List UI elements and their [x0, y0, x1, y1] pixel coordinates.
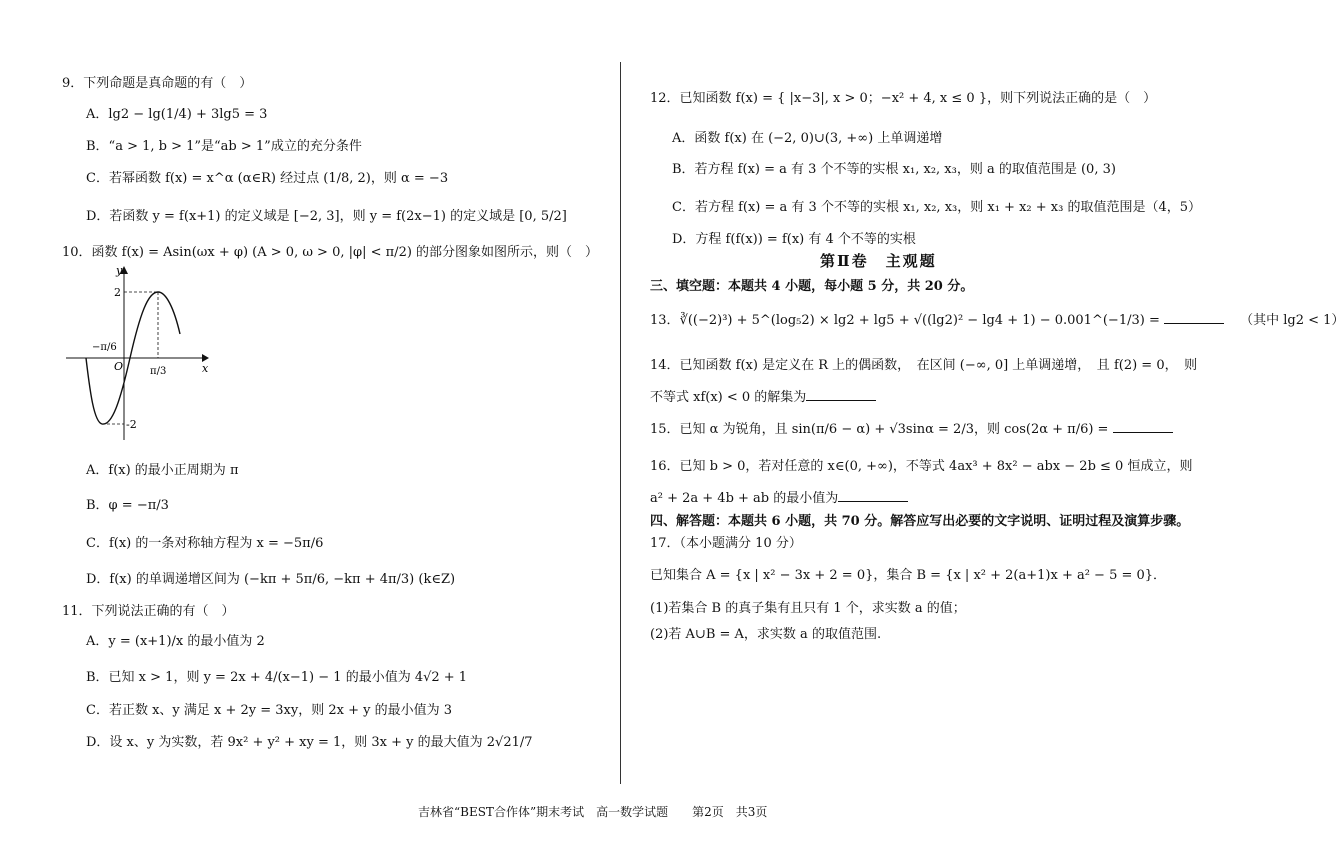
section3-heading: 三、填空题：本题共 4 小题，每小题 5 分，共 20 分。 [650, 279, 974, 294]
q10-option-b: B．φ = −π/3 [86, 498, 169, 513]
q9-option-d: D．若函数 y = f(x+1) 的定义域是 [−2, 3]，则 y = f(2x−1) 的定义域是 [0, 5/2] [86, 209, 567, 224]
q11-stem: 11．下列说法正确的有（ ） [62, 604, 235, 619]
tick-pi-3: π/3 [150, 366, 167, 377]
q10-option-a: A．f(x) 的最小正周期为 π [86, 463, 239, 478]
q9-option-c: C．若幂函数 f(x) = x^α (α∈R) 经过点 (1/8, 2)，则 α = −3 [86, 171, 449, 186]
column-divider [620, 62, 621, 784]
q17-part1: (1)若集合 B 的真子集有且只有 1 个，求实数 a 的值； [650, 601, 966, 616]
q13 [650, 309, 1344, 328]
q12-option-c: C．若方程 f(x) = a 有 3 个不等的实根 x₁, x₂, x₃，则 x₁ + x₂ + x₃ 的取值范围是（4，5） [672, 200, 1201, 215]
q9-option-b: B．“a > 1, b > 1”是“ab > 1”成立的充分条件 [86, 139, 362, 154]
max-label: 2 [114, 286, 121, 299]
q10-option-d: D．f(x) 的单调递增区间为 (−kπ + 5π/6, −kπ + 4π/3) (k∈Z) [86, 572, 456, 587]
q17-title: 17．（本小题满分 10 分） [650, 536, 802, 551]
q11-option-a: A．y = (x+1)/x 的最小值为 2 [86, 634, 265, 649]
q13-note: （其中 lg2 < 1） [1240, 313, 1344, 328]
part2-title: 第Ⅱ卷 主观题 [820, 252, 937, 270]
q12-option-b: B．若方程 f(x) = a 有 3 个不等的实根 x₁, x₂, x₃，则 a 的取值范围是 (0, 3) [672, 162, 1116, 177]
y-label: y [116, 264, 123, 277]
x-axis-arrow [202, 354, 209, 362]
q12-option-a: A．函数 f(x) 在 (−2, 0)∪(3, +∞) 上单调递增 [672, 131, 943, 146]
q17-part2: (2)若 A∪B = A，求实数 a 的取值范围. [650, 627, 882, 642]
page-footer: 吉林省“BEST合作体”期末考试 高一数学试题 第2页 共3页 [418, 805, 768, 819]
q9-stem: 9．下列命题是真命题的有（ ） [62, 76, 253, 91]
q15: 15．已知 α 为锐角，且 sin(π/6 − α) + √3sinα = 2/3，则 cos(2α + π/6) = [650, 418, 1173, 437]
q13-answer-blank[interactable] [1164, 311, 1224, 324]
q10-sine-graph [62, 262, 222, 444]
q16-line2: a² + 2a + 4b + ab 的最小值为 [650, 487, 908, 506]
origin-label: O [114, 360, 124, 373]
x-label: x [202, 362, 209, 375]
q14-answer-blank[interactable] [806, 388, 876, 401]
q11-option-c: C．若正数 x、y 满足 x + 2y = 3xy，则 2x + y 的最小值为 3 [86, 703, 452, 718]
q11-option-b: B．已知 x > 1，则 y = 2x + 4/(x−1) − 1 的最小值为 4√2 + 1 [86, 670, 468, 685]
q12-stem: 12．已知函数 f(x) = { |x−3|, x > 0；−x² + 4, x ≤ 0 }，则下列说法正确的是（ ） [650, 91, 1157, 106]
q13-expression: 13．∛((−2)³) + 5^(log₅2) × lg2 + lg5 + √((lg2)² − lg4 + 1) − 0.001^(−1/3) = [650, 313, 1160, 328]
q17-given: 已知集合 A = {x | x² − 3x + 2 = 0}，集合 B = {x | x² + 2(a+1)x + a² − 5 = 0}． [650, 568, 1167, 583]
min-label: -2 [126, 418, 137, 431]
q11-option-d: D．设 x、y 为实数，若 9x² + y² + xy = 1，则 3x + y 的最大值为 2√21/7 [86, 735, 533, 750]
q16-line1: 16．已知 b > 0，若对任意的 x∈(0, +∞)，不等式 4ax³ + 8x² − abx − 2b ≤ 0 恒成立，则 [650, 459, 1193, 474]
q14-line2: 不等式 xf(x) < 0 的解集为 [650, 386, 876, 405]
section4-heading: 四、解答题：本题共 6 小题，共 70 分。解答应写出必要的文字说明、证明过程及演算步骤。 [650, 514, 1190, 529]
q12-option-d: D．方程 f(f(x)) = f(x) 有 4 个不等的实根 [672, 232, 916, 247]
q15-answer-blank[interactable] [1113, 420, 1173, 433]
tick-neg-pi-6: −π/6 [92, 342, 117, 353]
q10-stem: 10．函数 f(x) = Asin(ωx + φ) (A > 0, ω > 0, |φ| < π/2) 的部分图象如图所示，则（ ） [62, 245, 599, 260]
q16-answer-blank[interactable] [838, 489, 908, 502]
q9-option-a: A．lg2 − lg(1/4) + 3lg5 = 3 [86, 107, 268, 122]
q14-line1: 14．已知函数 f(x) 是定义在 R 上的偶函数， 在区间 (−∞, 0] 上单调递增， 且 f(2) = 0， 则 [650, 358, 1198, 373]
q10-option-c: C．f(x) 的一条对称轴方程为 x = −5π/6 [86, 536, 324, 551]
